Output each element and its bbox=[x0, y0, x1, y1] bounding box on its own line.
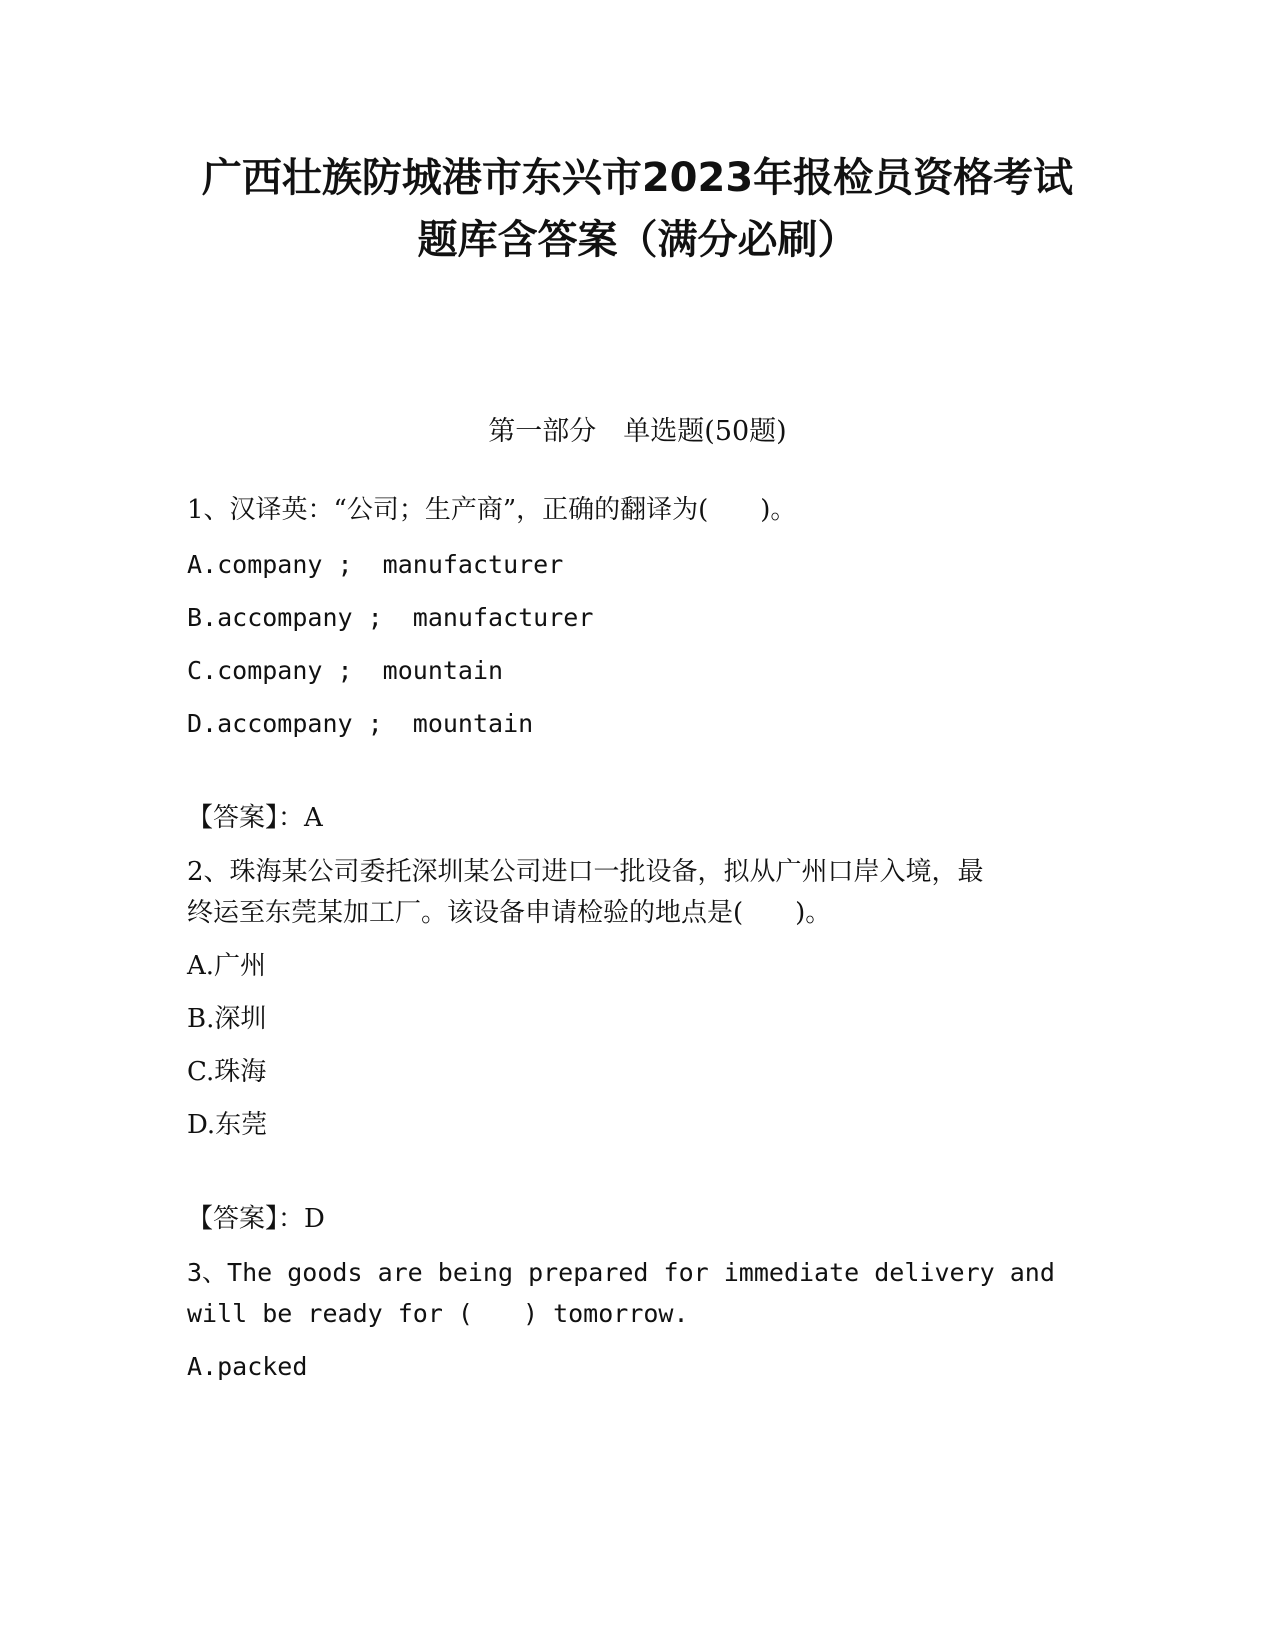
question-2-stem-line-1: 2、珠海某公司委托深圳某公司进口一批设备，拟从广州口岸入境，最 bbox=[187, 857, 984, 887]
question-2-option-b: B.深圳 bbox=[187, 1004, 267, 1034]
question-1-option-d: D.accompany ; mountain bbox=[187, 709, 534, 738]
document-title-line-2: 题库含答案（满分必刷） bbox=[417, 217, 858, 263]
question-2-option-c: C.珠海 bbox=[187, 1057, 267, 1087]
question-2-option-a: A.广州 bbox=[187, 951, 267, 981]
section-heading: 第一部分 单选题(50题) bbox=[488, 416, 787, 447]
question-3-stem-line-2: will be ready for ( ) tomorrow. bbox=[187, 1299, 689, 1328]
question-2-stem-line-2: 终运至东莞某加工厂。该设备申请检验的地点是( )。 bbox=[187, 898, 832, 928]
question-2-option-d: D.东莞 bbox=[187, 1110, 268, 1140]
question-3-stem-line-1: 3、The goods are being prepared for immediate delivery and bbox=[187, 1258, 1055, 1287]
question-3-option-a: A.packed bbox=[187, 1352, 308, 1381]
question-1-option-b: B.accompany ; manufacturer bbox=[187, 603, 594, 632]
question-1-stem: 1、汉译英：“公司；生产商”，正确的翻译为( )。 bbox=[187, 495, 797, 525]
question-2-answer: 【答案】：D bbox=[187, 1204, 325, 1234]
document-title-line-1: 广西壮族防城港市东兴市2023年报检员资格考试 bbox=[201, 155, 1074, 201]
question-1-option-c: C.company ; mountain bbox=[187, 656, 504, 685]
question-1-answer: 【答案】：A bbox=[187, 803, 323, 833]
question-1-option-a: A.company ; manufacturer bbox=[187, 550, 564, 579]
